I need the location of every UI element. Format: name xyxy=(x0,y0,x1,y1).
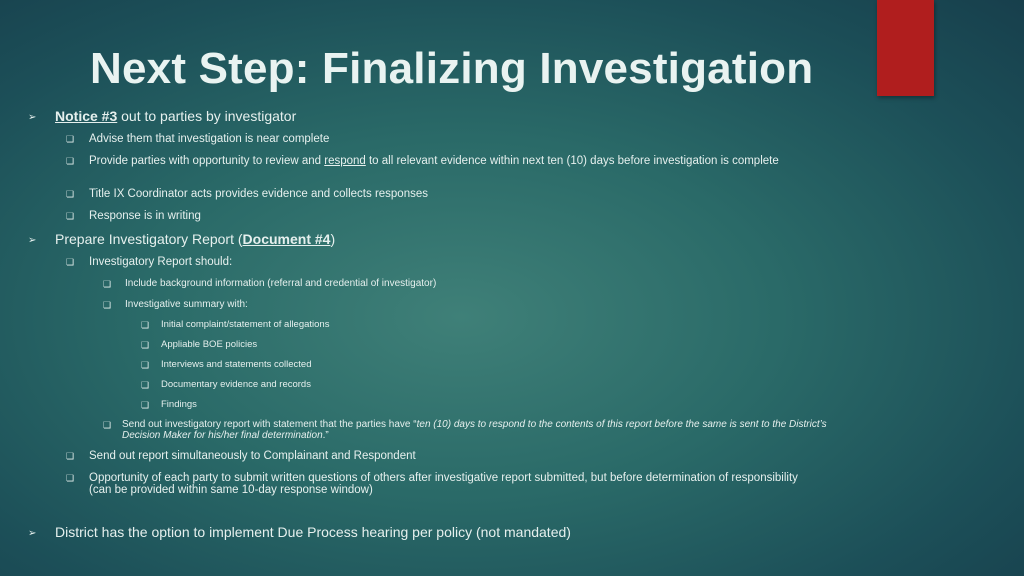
prepare-text: Prepare Investigatory Report ( xyxy=(55,231,243,247)
square-bullet-icon: ❏ xyxy=(66,257,75,267)
simultaneous-text: Send out report simultaneously to Complainant and Respondent xyxy=(89,450,416,462)
square-bullet-icon: ❏ xyxy=(103,300,112,310)
summary-text: Investigative summary with: xyxy=(125,299,248,310)
square-bullet-icon: ❏ xyxy=(66,473,75,483)
findings-text: Findings xyxy=(161,399,197,410)
arrowhead-bullet-icon: ➢ xyxy=(28,235,37,246)
square-bullet-icon: ❏ xyxy=(141,340,150,350)
writing-text: Response is in writing xyxy=(89,210,201,222)
should-text: Investigatory Report should: xyxy=(89,256,233,268)
notice-text: out to parties by investigator xyxy=(117,108,297,124)
notice-label: Notice #3 xyxy=(55,108,118,124)
district-text: District has the option to implement Due Process hearing per policy (not mandated) xyxy=(55,524,571,540)
complaint-text: Initial complaint/statement of allegations xyxy=(161,319,330,330)
document-label: Document #4 xyxy=(242,231,331,247)
advise-text: Advise them that investigation is near complete xyxy=(89,133,330,145)
arrowhead-bullet-icon: ➢ xyxy=(28,112,37,123)
square-bullet-icon: ❏ xyxy=(141,320,150,330)
provide-text: Provide parties with opportunity to review and xyxy=(89,155,325,167)
opportunity-text: Opportunity of each party to submit written questions of others after investigative report submitted, but before determination of responsibility (can be provided within same 10-day response window) xyxy=(89,472,798,496)
background-text: Include background information (referral and credential of investigator) xyxy=(125,278,437,289)
square-bullet-icon: ❏ xyxy=(141,360,150,370)
red-accent-bar xyxy=(877,0,934,96)
sendout-text-end: .” xyxy=(322,430,329,441)
interviews-text: Interviews and statements collected xyxy=(161,359,312,370)
square-bullet-icon: ❏ xyxy=(103,420,112,430)
square-bullet-icon: ❏ xyxy=(141,400,150,410)
square-bullet-icon: ❏ xyxy=(141,380,150,390)
square-bullet-icon: ❏ xyxy=(66,451,75,461)
prepare-text-end: ) xyxy=(330,231,336,247)
square-bullet-icon: ❏ xyxy=(66,189,75,199)
arrowhead-bullet-icon: ➢ xyxy=(28,528,37,539)
square-bullet-icon: ❏ xyxy=(66,211,75,221)
coordinator-text: Title IX Coordinator acts provides evidence and collects responses xyxy=(89,188,428,200)
policies-text: Appliable BOE policies xyxy=(161,339,258,350)
slide-title: Next Step: Finalizing Investigation xyxy=(90,44,814,93)
respond-link[interactable]: respond xyxy=(324,155,366,167)
documentary-text: Documentary evidence and records xyxy=(161,379,311,390)
sendout-quote: ten (10) days to respond to the contents of this report before the same is sent to the District’s Decision Maker for his/her final determination xyxy=(122,419,827,441)
square-bullet-icon: ❏ xyxy=(103,279,112,289)
square-bullet-icon: ❏ xyxy=(66,134,75,144)
provide-text-end: to all relevant evidence within next ten (10) days before investigation is complete xyxy=(365,155,779,167)
square-bullet-icon: ❏ xyxy=(66,156,75,166)
sendout-text: Send out investigatory report with statement that the parties have “ xyxy=(122,419,417,430)
